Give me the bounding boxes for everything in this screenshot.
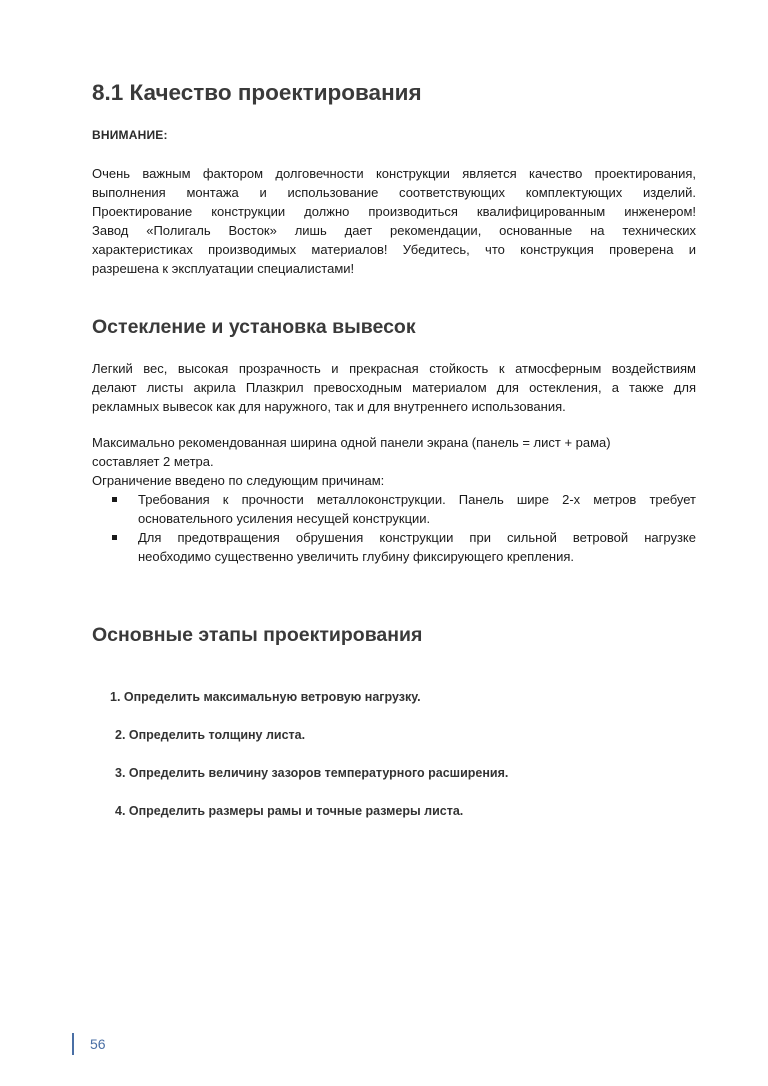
glazing-intro-line: делают листы акрила Плазкрил превосходным материалом для остекления, а также для	[92, 380, 696, 395]
list-item	[112, 528, 696, 566]
attention-line: характеристиках производимых материалов! Убедитесь, что конструкция проверена и	[92, 242, 696, 257]
panel-width-paragraph	[92, 433, 696, 490]
glazing-heading: Остекление и установка вывесок	[92, 316, 416, 338]
reasons-list	[112, 490, 696, 566]
attention-label: ВНИМАНИЕ:	[92, 128, 168, 142]
glazing-intro-line: Легкий вес, высокая прозрачность и прекрасная стойкость к атмосферным воздействиям	[92, 361, 696, 376]
list-item: 1. Определить максимальную ветровую нагрузку.	[110, 690, 421, 704]
list-item: 2. Определить толщину листа.	[115, 728, 306, 742]
attention-line: выполнения монтажа и использование соответствующих комплектующих изделий.	[92, 185, 696, 200]
square-bullet-icon	[112, 535, 117, 540]
page-number: 56	[90, 1036, 106, 1052]
square-bullet-icon	[112, 497, 117, 502]
reason-line: необходимо существенно увеличить глубину фиксирующего крепления.	[138, 549, 575, 564]
reason-line: основательного усиления несущей конструкции.	[138, 511, 431, 526]
attention-paragraph	[92, 164, 696, 278]
restriction-intro: Ограничение введено по следующим причинам:	[92, 473, 385, 488]
attention-line: Очень важным фактором долговечности конструкции является качество проектирования,	[92, 166, 696, 181]
section-title: 8.1 Качество проектирования	[92, 80, 422, 105]
list-item: 3. Определить величину зазоров температурного расширения.	[115, 766, 509, 780]
page-footer	[72, 1032, 106, 1056]
panel-width-line: Максимально рекомендованная ширина одной панели экрана (панель = лист + рама)	[92, 435, 611, 450]
list-item: 4. Определить размеры рамы и точные размеры листа.	[115, 804, 464, 818]
attention-line: Проектирование конструкции должно производиться квалифицированным инженером!	[92, 204, 696, 219]
reason-line: Требования к прочности металлоконструкции. Панель шире 2-х метров требует	[138, 492, 696, 507]
glazing-intro-paragraph	[92, 359, 696, 416]
stages-heading: Основные этапы проектирования	[92, 624, 423, 646]
panel-width-line: составляет 2 метра.	[92, 454, 214, 469]
footer-divider	[72, 1033, 74, 1055]
reason-line: Для предотвращения обрушения конструкции при сильной ветровой нагрузке	[138, 530, 696, 545]
attention-line: Завод «Полигаль Восток» лишь дает рекомендации, основанные на технических	[92, 223, 696, 238]
attention-line: разрешена к эксплуатации специалистами!	[92, 261, 355, 276]
glazing-intro-line: рекламных вывесок как для наружного, так и для внутреннего использования.	[92, 399, 566, 414]
list-item	[112, 490, 696, 528]
